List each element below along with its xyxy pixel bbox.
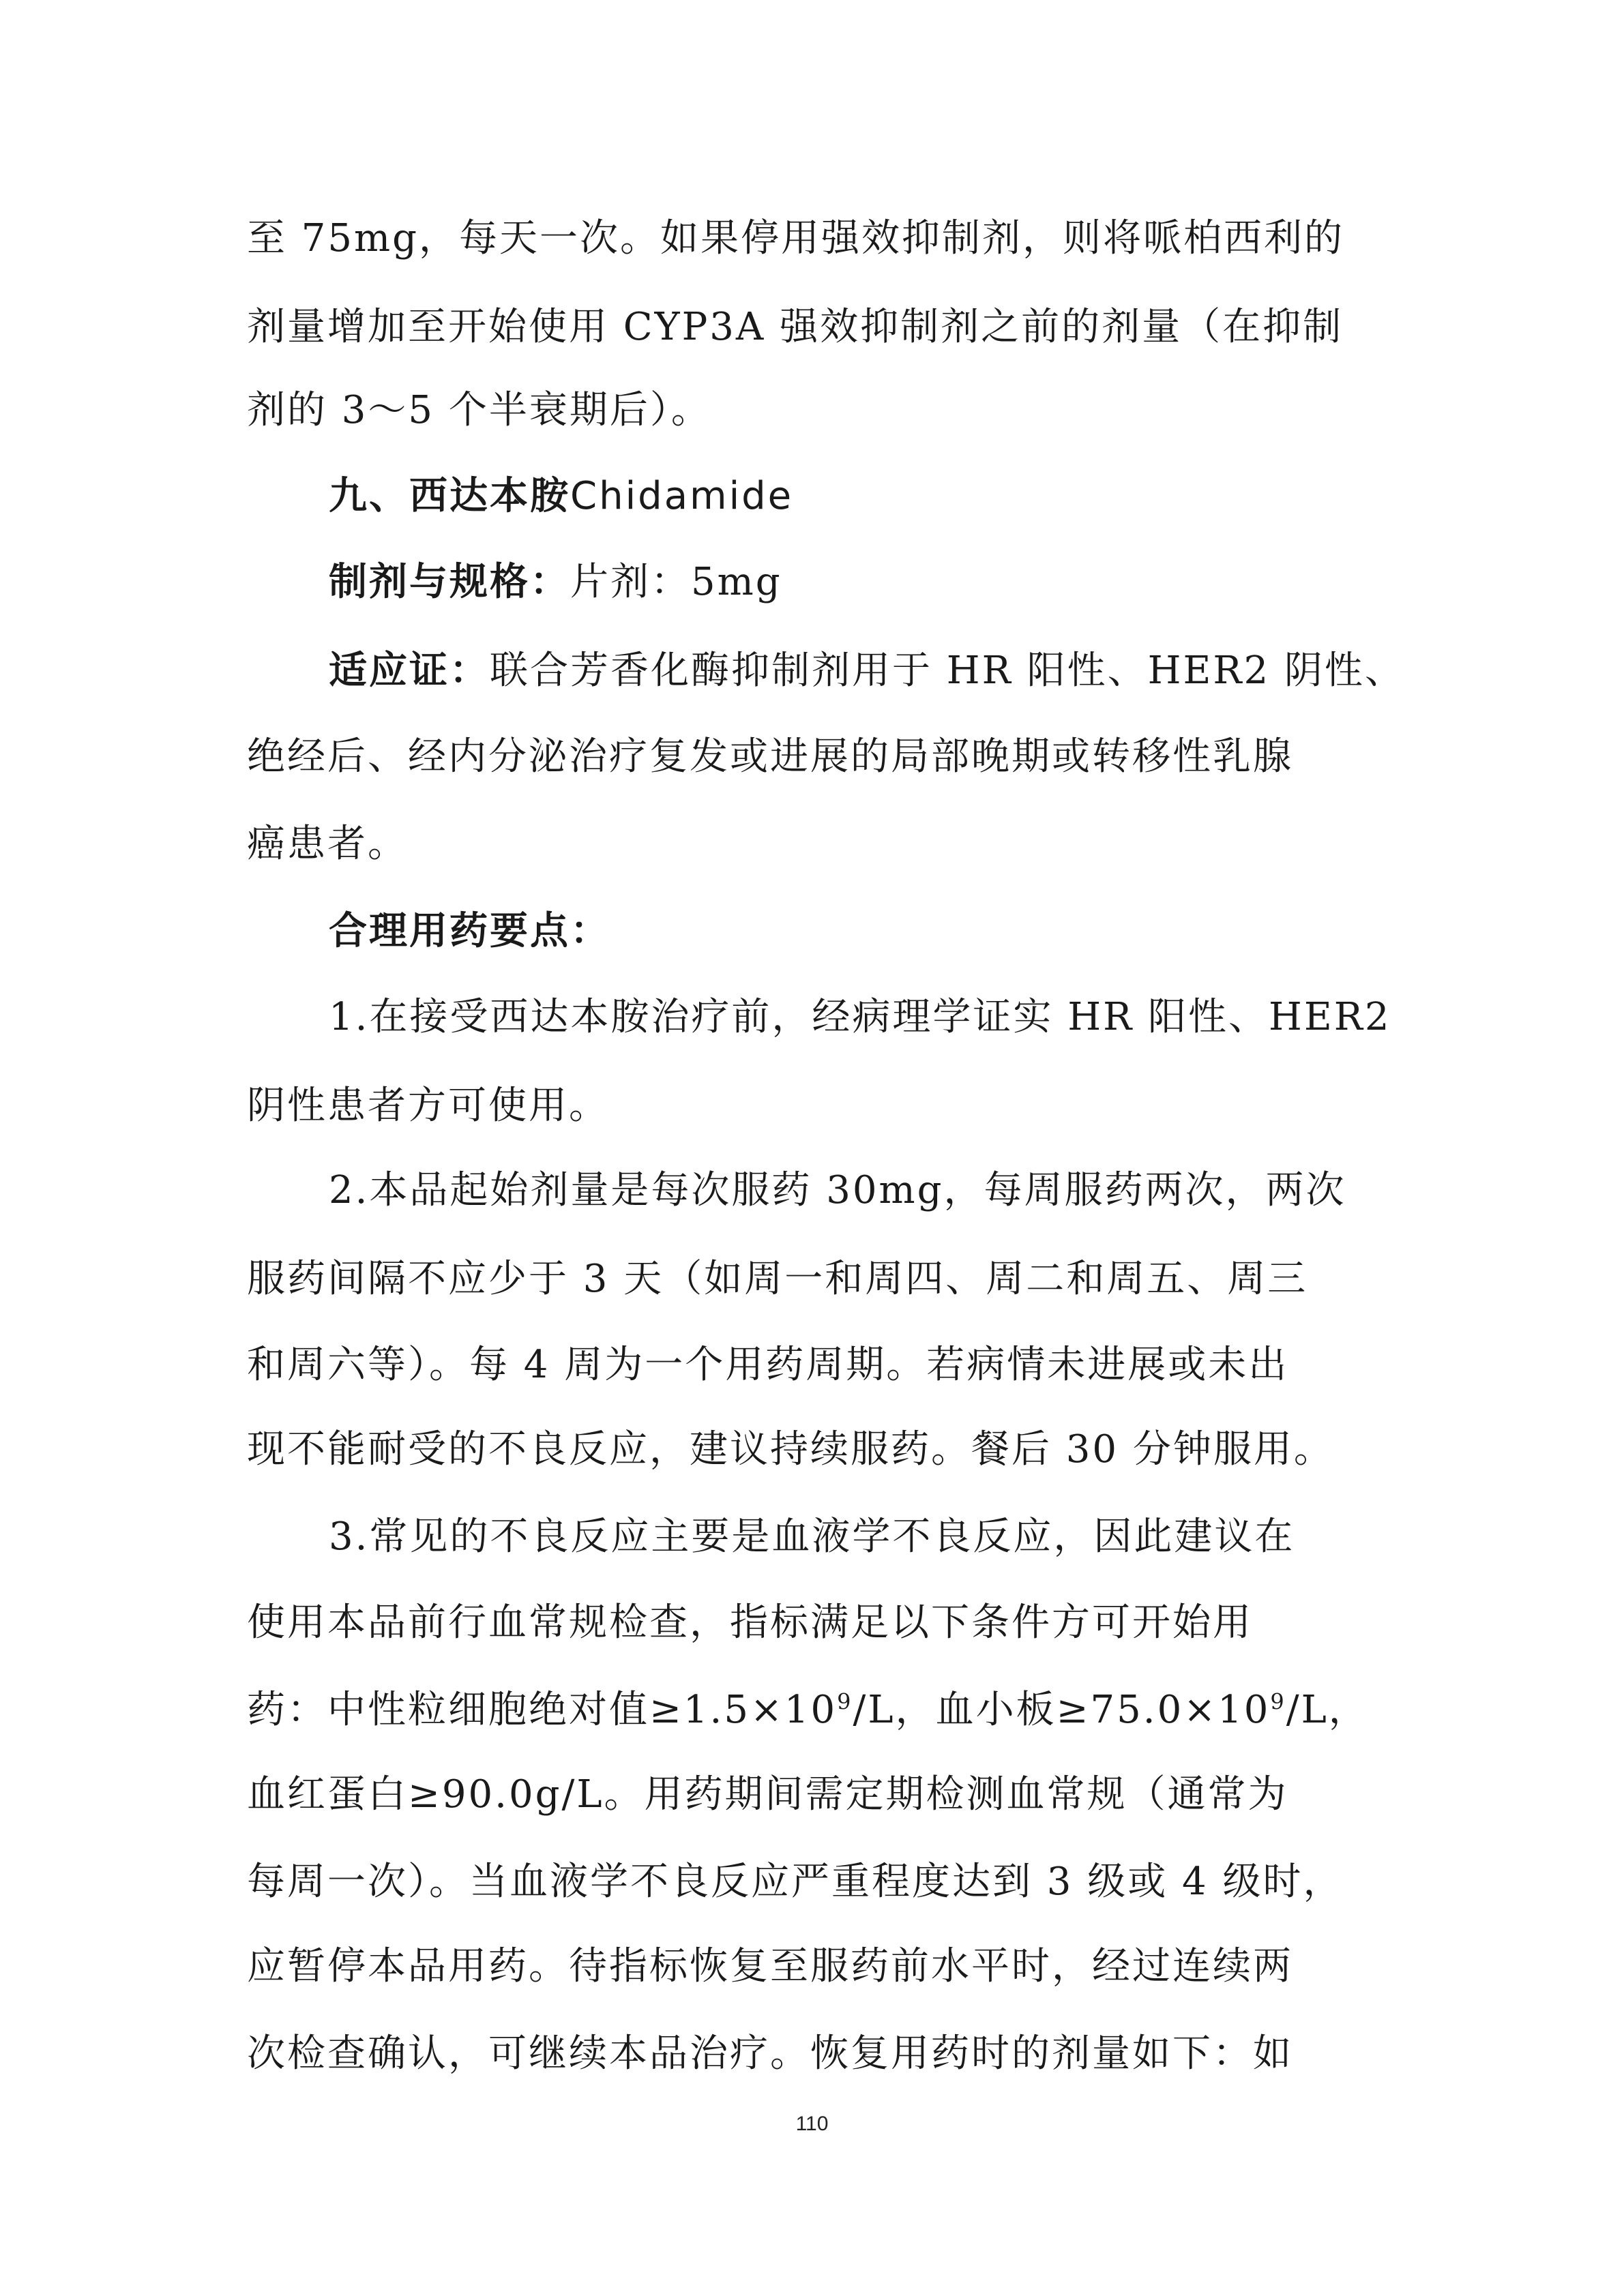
page-number: 110 xyxy=(795,2113,829,2135)
point3-line-4: 血红蛋白≥90.0g/L。用药期间需定期检测血常规（通常为 xyxy=(247,1772,1288,1817)
point2-line-4: 现不能耐受的不良反应，建议持续服药。餐后 30 分钟服用。 xyxy=(247,1427,1334,1472)
point1-line-1: 1.在接受西达本胺治疗前，经病理学证实 HR 阳性、HER2 xyxy=(329,995,1391,1039)
indication-line-3: 癌患者。 xyxy=(247,822,408,866)
indication-line-2: 绝经后、经内分泌治疗复发或进展的局部晚期或转移性乳腺 xyxy=(247,734,1293,779)
point3-line-3-part-c: /L， xyxy=(1286,1688,1369,1732)
indication-line-1 xyxy=(329,648,1405,693)
point3-line-3-part-b: /L，血小板≥75.0×10 xyxy=(853,1688,1271,1732)
formulation-label: 制剂与规格： xyxy=(329,560,570,604)
indication-text-1: 联合芳香化酶抑制剂用于 HR 阳性、HER2 阴性、 xyxy=(490,648,1405,693)
point2-line-3: 和周六等）。每 4 周为一个用药周期。若病情未进展或未出 xyxy=(247,1343,1289,1387)
indication-label: 适应证： xyxy=(329,648,490,693)
point2-line-1: 2.本品起始剂量是每次服药 30mg，每周服药两次，两次 xyxy=(329,1168,1346,1212)
drug-heading-cn: 九、西达本胺 xyxy=(329,474,570,518)
continuation-line-3: 剂的 3～5 个半衰期后）。 xyxy=(247,388,711,432)
continuation-line-1: 至 75mg，每天一次。如果停用强效抑制剂，则将哌柏西利的 xyxy=(247,216,1345,260)
point3-line-2: 使用本品前行血常规检查，指标满足以下条件方可开始用 xyxy=(247,1600,1253,1645)
point1-line-2: 阴性患者方可使用。 xyxy=(247,1084,609,1128)
drug-heading-en: Chidamide xyxy=(570,474,794,518)
superscript-exponent: 9 xyxy=(837,1688,853,1715)
formulation-text: 片剂：5mg xyxy=(570,560,782,604)
point3-line-5: 每周一次）。当血液学不良反应严重程度达到 3 级或 4 级时， xyxy=(247,1860,1344,1904)
point3-line-3 xyxy=(247,1688,1379,1732)
key-points-heading: 合理用药要点： xyxy=(329,909,610,953)
point3-line-3-part-a: 药：中性粒细胞绝对值≥1.5×10 xyxy=(247,1688,838,1732)
point3-line-1: 3.常见的不良反应主要是血液学不良反应，因此建议在 xyxy=(329,1515,1295,1559)
continuation-line-2: 剂量增加至开始使用 CYP3A 强效抑制剂之前的剂量（在抑制 xyxy=(247,305,1344,349)
formulation-line xyxy=(329,561,1379,604)
point2-line-2: 服药间隔不应少于 3 天（如周一和周四、周二和周五、周三 xyxy=(247,1257,1308,1301)
superscript-exponent: 9 xyxy=(1270,1688,1286,1715)
drug-heading xyxy=(329,475,1379,518)
point3-line-6: 应暂停本品用药。待指标恢复至服药前水平时，经过连续两 xyxy=(247,1944,1293,1988)
point3-line-7: 次检查确认，可继续本品治疗。恢复用药时的剂量如下：如 xyxy=(247,2031,1293,2076)
